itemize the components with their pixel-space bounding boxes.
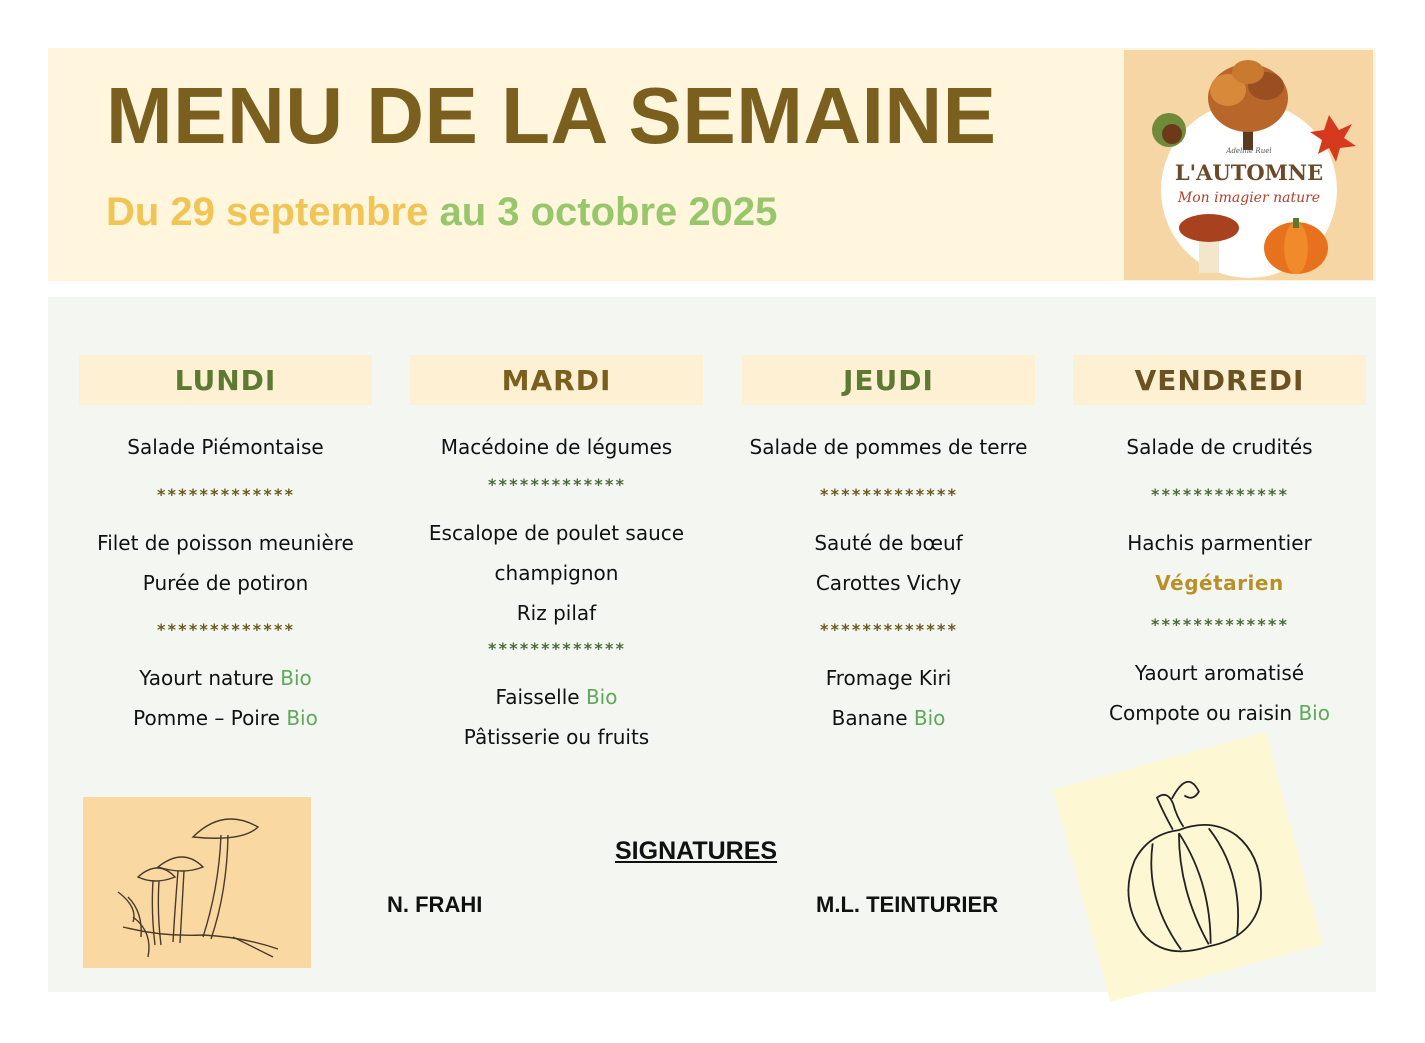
- day-header: LUNDI: [79, 355, 372, 405]
- side-dish: Riz pilaf: [516, 601, 597, 625]
- separator: *************: [487, 475, 626, 494]
- dessert-label: Banane: [831, 706, 908, 730]
- separator: *************: [1150, 615, 1289, 634]
- bio-label: Bio: [1298, 701, 1330, 725]
- date-range-end: au 3 octobre 2025: [439, 190, 778, 234]
- book-author: Adeline Ruel: [1226, 147, 1272, 155]
- dessert-label: Compote ou raisin: [1109, 701, 1293, 725]
- day-header: JEUDI: [742, 355, 1035, 405]
- dessert: [1073, 701, 1366, 725]
- main-dish: Sauté de bœuf: [814, 531, 963, 555]
- book-title: L'AUTOMNE: [1174, 160, 1324, 185]
- dairy-label: Yaourt nature: [139, 666, 274, 690]
- bio-label: Bio: [913, 706, 946, 730]
- day-column-vendredi: [1073, 355, 1366, 725]
- side-dish: Carottes Vichy: [815, 571, 962, 595]
- bio-label: Bio: [280, 666, 312, 690]
- date-range-start: Du 29 septembre: [106, 190, 429, 234]
- starter: Salade de crudités: [1126, 435, 1313, 459]
- main-dish: Escalope de poulet sauce: [428, 521, 685, 545]
- dessert-label: Pomme – Poire: [133, 706, 280, 730]
- dessert: [79, 706, 372, 730]
- dairy: [79, 666, 372, 690]
- bio-label: Bio: [585, 685, 618, 709]
- separator: *************: [819, 620, 958, 639]
- signature-left: N. FRAHI: [387, 892, 483, 917]
- day-header: VENDREDI: [1073, 355, 1366, 405]
- day-column-jeudi: [742, 355, 1035, 730]
- separator: *************: [819, 485, 958, 504]
- starter: Macédoine de légumes: [440, 435, 673, 459]
- mushrooms-drawing: [83, 797, 311, 968]
- page-title: MENU DE LA SEMAINE: [106, 71, 997, 160]
- day-column-mardi: [410, 355, 703, 749]
- day-header: MARDI: [410, 355, 703, 405]
- pumpkin-drawing: [1053, 732, 1322, 1001]
- separator: *************: [156, 620, 295, 639]
- separator: *************: [1150, 485, 1289, 504]
- separator: *************: [156, 485, 295, 504]
- header-banner: [48, 48, 1376, 281]
- menu-panel: [48, 297, 1376, 992]
- dairy-label: Faisselle: [495, 685, 580, 709]
- date-range: [106, 190, 777, 235]
- side-dish: Purée de potiron: [142, 571, 309, 595]
- starter: Salade de pommes de terre: [749, 435, 1028, 459]
- bio-label: Bio: [286, 706, 318, 730]
- book-subtitle: Mon imagier nature: [1177, 190, 1321, 206]
- vegetarian-label: Végétarien: [1155, 571, 1284, 595]
- autumn-book-cover: [1124, 50, 1373, 280]
- starter: Salade Piémontaise: [127, 435, 324, 459]
- main-dish: Hachis parmentier: [1127, 531, 1312, 555]
- dairy: Fromage Kiri: [825, 666, 952, 690]
- dairy: Yaourt aromatisé: [1134, 661, 1305, 685]
- dessert: [742, 706, 1035, 730]
- main-dish-continued: champignon: [494, 561, 619, 585]
- signatures-title: SIGNATURES: [615, 837, 778, 865]
- signature-right: M.L. TEINTURIER: [816, 892, 999, 917]
- day-column-lundi: [79, 355, 372, 730]
- separator: *************: [487, 639, 626, 658]
- dessert: Pâtisserie ou fruits: [463, 725, 650, 749]
- dairy: [410, 685, 703, 709]
- main-dish: Filet de poisson meunière: [97, 531, 354, 555]
